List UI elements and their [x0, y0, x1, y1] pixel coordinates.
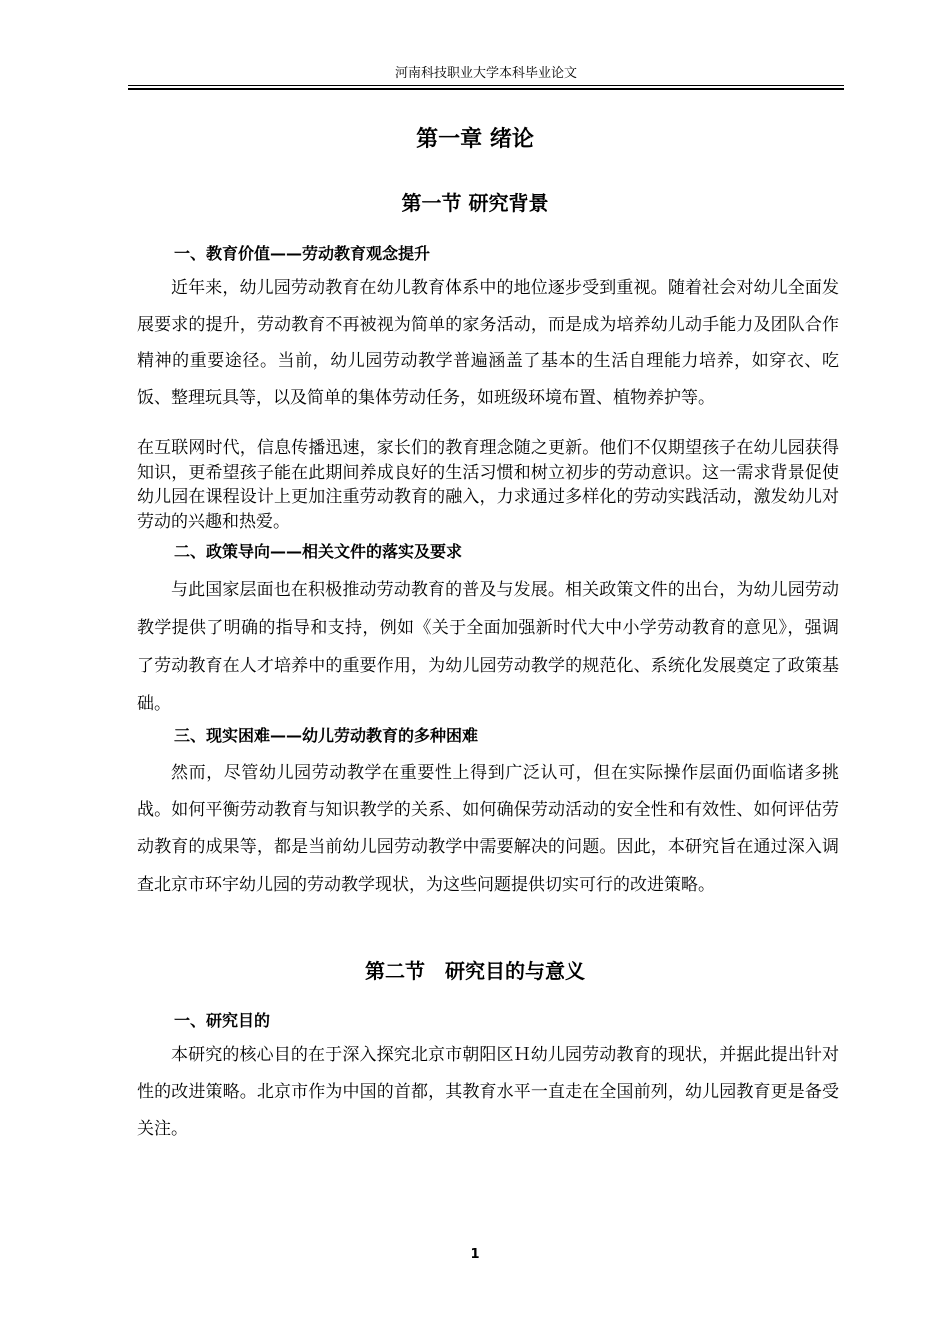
paragraph-education-value: 近年来，幼儿园劳动教育在幼儿教育体系中的地位逐步受到重视。随着社会对幼儿全面发展要求的提升，劳动教育不再被视为简单的家务活动，而是成为培养幼儿动手能力及团队合作精神的重要途径。当前，幼儿园劳动教学普遍涵盖了基本的生活自理能力培养，如穿衣、吃饭、整理玩具等，以及简单的集体劳动任务，如班级环境布置、植物养护等。: [137, 278, 839, 408]
paragraph-policy-guidance: 与此国家层面也在积极推动劳动教育的普及与发展。相关政策文件的出台，为幼儿园劳动教学提供了明确的指导和支持，例如《关于全面加强新时代大中小学劳动教育的意见》，强调了劳动教育在人才培养中的重要作用，为幼儿园劳动教学的规范化、系统化发展奠定了政策基础。: [137, 580, 839, 714]
page-header: 河南科技职业大学本科毕业论文: [394, 66, 577, 81]
section-title-purpose-significance: 第二节 研究目的与意义: [365, 959, 585, 983]
paragraph-practical-difficulties: 然而，尽管幼儿园劳动教学在重要性上得到广泛认可，但在实际操作层面仍面临诸多挑战。如何平衡劳动教育与知识教学的关系、如何确保劳动活动的安全性和有效性、如何评估劳动教育的成果等，都是当前幼儿园劳动教学中需要解决的问题。因此，本研究旨在通过深入调查北京市环宇幼儿园的劳动教学现状，为这些问题提供切实可行的改进策略。: [137, 763, 839, 895]
paragraph-internet-era: 在互联网时代，信息传播迅速，家长们的教育理念随之更新。他们不仅期望孩子在幼儿园获得知识，更希望孩子能在此期间养成良好的生活习惯和树立初步的劳动意识。这一需求背景促使幼儿园在课程设计上更加注重劳动教育的融入，力求通过多样化的劳动实践活动，激发幼儿对劳动的兴趣和热爱。: [137, 438, 839, 532]
section-title-research-background: 第一节 研究背景: [401, 191, 549, 215]
subheading-practical-difficulties: 三、现实困难——幼儿劳动教育的多种困难: [174, 726, 479, 745]
subheading-education-value: 一、教育价值——劳动教育观念提升: [174, 244, 431, 263]
header-rule-thin: [128, 85, 844, 86]
header-rule-thick: [128, 88, 844, 90]
subheading-policy-guidance: 二、政策导向——相关文件的落实及要求: [174, 542, 463, 561]
chapter-title: 第一章 绪论: [416, 127, 534, 152]
paragraph-research-purpose: 本研究的核心目的在于深入探究北京市朝阳区Ｈ幼儿园劳动教育的现状，并据此提出针对性的改进策略。北京市作为中国的首都，其教育水平一直走在全国前列，幼儿园教育更是备受关注。: [137, 1045, 839, 1139]
page-number: 1: [470, 1247, 480, 1262]
subheading-research-purpose: 一、研究目的: [174, 1011, 271, 1030]
